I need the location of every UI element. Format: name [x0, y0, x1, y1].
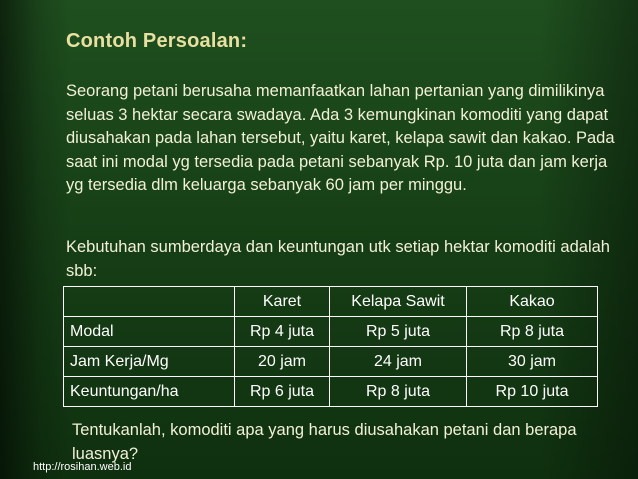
table-cell: Rp 8 juta — [467, 317, 598, 347]
requirements-intro: Kebutuhan sumberdaya dan keuntungan utk setiap hektar komoditi adalah sbb: — [66, 238, 610, 280]
problem-paragraph: Seorang petani berusaha memanfaatkan lahan pertanian yang dimilikinya seluas 3 hektar secara swadaya. Ada 3 kemungkinan komoditi yang dapat diusahakan pada lahan tersebut, yaitu karet, kelapa sawit dan kakao. Pada saat ini modal yg tersedia pada petani sebanyak Rp. 10 juta dan jam kerja yg tersedia dlm keluarga sebanyak 60 jam per minggu. — [66, 82, 615, 194]
footer-url[interactable]: http://rosihan.web.id — [33, 461, 132, 473]
table-cell: Rp 5 juta — [330, 317, 467, 347]
row-label-modal: Modal — [64, 317, 235, 347]
table-cell: 20 jam — [235, 347, 330, 377]
table-cell: Rp 10 juta — [467, 377, 598, 407]
table-cell: Rp 4 juta — [235, 317, 330, 347]
question-text: Tentukanlah, komoditi apa yang harus diusahakan petani dan berapa luasnya? — [72, 421, 577, 463]
row-label-keuntungan: Keuntungan/ha — [64, 377, 235, 407]
table-cell: Rp 6 juta — [235, 377, 330, 407]
requirements-table — [63, 286, 598, 407]
header-cell-karet: Karet — [235, 287, 330, 317]
table-cell: Rp 8 juta — [330, 377, 467, 407]
slide-title: Contoh Persoalan: — [66, 30, 248, 52]
table-header-row — [64, 287, 598, 317]
header-cell-empty — [64, 287, 235, 317]
table-row — [64, 317, 598, 347]
header-cell-kelapa-sawit: Kelapa Sawit — [330, 287, 467, 317]
table-row — [64, 377, 598, 407]
table-cell: 24 jam — [330, 347, 467, 377]
header-cell-kakao: Kakao — [467, 287, 598, 317]
row-label-jam-kerja: Jam Kerja/Mg — [64, 347, 235, 377]
table-cell: 30 jam — [467, 347, 598, 377]
table-row — [64, 347, 598, 377]
